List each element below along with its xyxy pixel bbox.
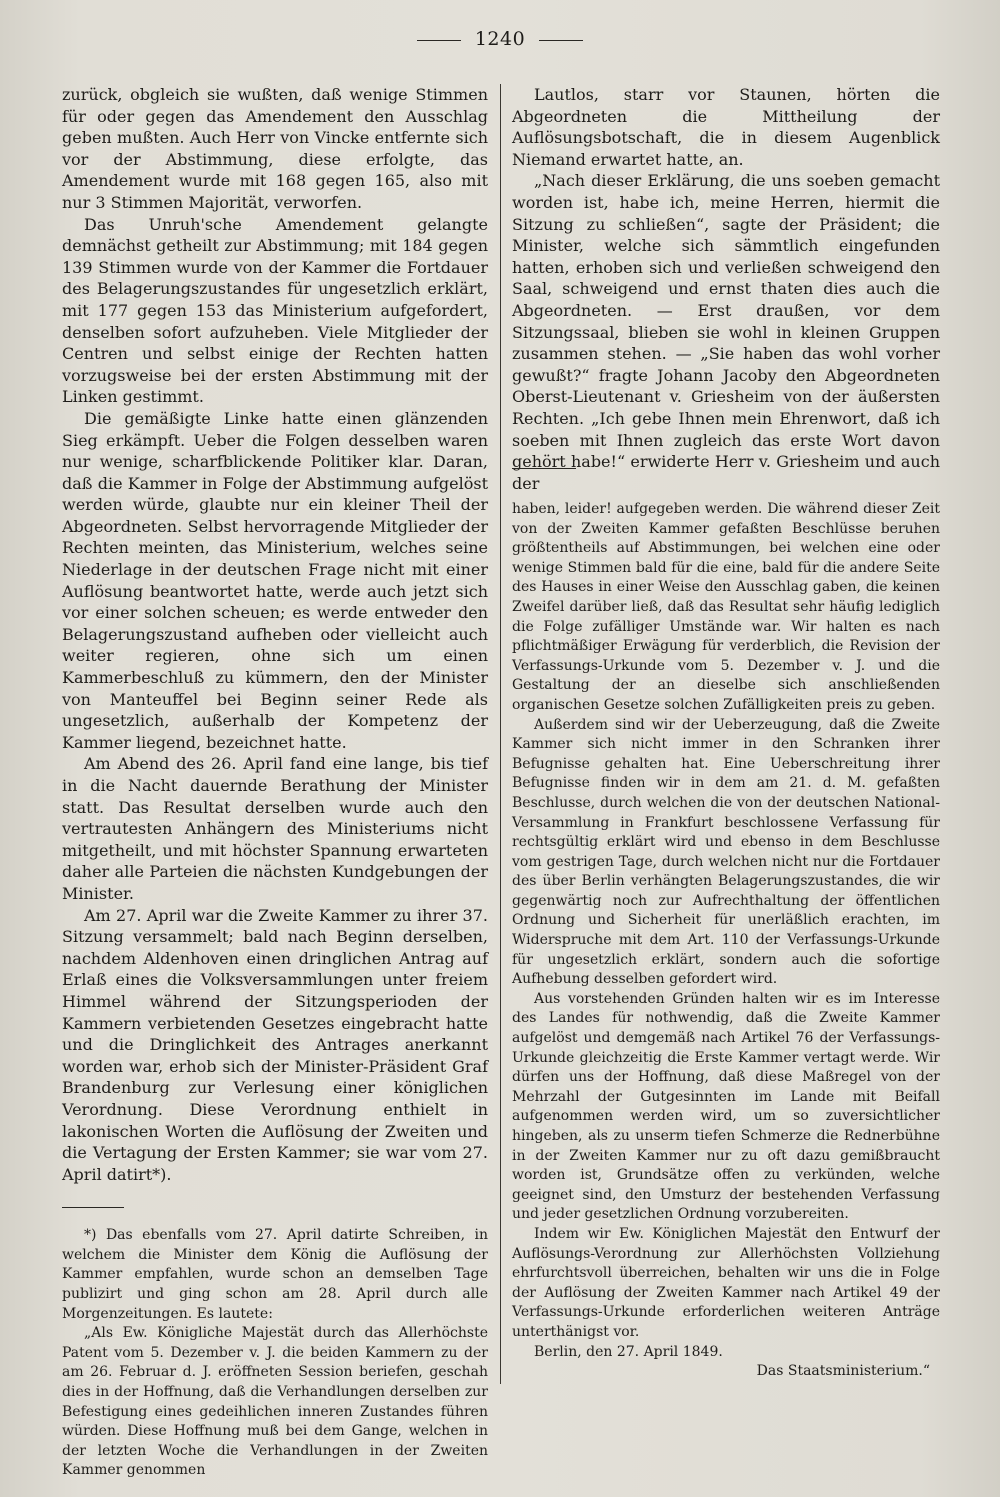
signature: Das Staatsministerium.“ [756,1363,930,1380]
footnote-paragraph: Außerdem sind wir der Ueberzeugung, daß die Zweite Kammer sich nicht immer in den Schranken ihrer Befugnisse gehalten hat. Eine Ueberschreitung ihrer Befugnisse finden wir in dem am 21. d. M. gefaßten Beschlusse, durch welchen die von der deutschen National-Versammlung in Frankfurt beschlossene Verfassung für rechtsgültig erklärt wird und ebenso in dem Beschlusse vom gestrigen Tage, durch welchen nicht nur die Fortdauer des über Berlin verhängten Belagerungszustandes, die wir gegenwärtig noch zur Aufrechthaltung der öffentlichen Ordnung und Sicherheit für unerläßlich erachten, im Widerspruche mit dem Art. 110 der Verfassungs-Urkunde für ungesetzlich erklärt, sondern auch die sofortige Aufhebung desselben gefordert wird. [512,716,940,988]
right-column [512,84,940,494]
footnote-rule [62,1207,124,1208]
footnote: *) Das ebenfalls vom 27. April datirte Schreiben, in welchem die Minister dem König die Auflösung der Kammer empfahlen, wurde schon an demselben Tage publizirt und ging schon am 28. April durch alle Morgenzeitungen. Es lautete: [62,1227,488,1322]
footnote-paragraph: haben, leider! aufgegeben werden. Die während dieser Zeit von der Zweiten Kammer gefaßten Beschlüsse beruhen größtentheils auf Abstimmungen, bei welchen eine oder wenige Stimmen bald für die eine, bald für die andere Seite des Hauses in einer Weise den Ausschlag gaben, die keinen Zweifel darüber ließ, daß das Resultat sehr häufig lediglich die Folge zufälliger Umstände war. Wir halten es nach pflichtmäßiger Erwägung für verderblich, die Revision der Verfassungs-Urkunde vom 5. Dezember v. J. und die Gestaltung der an dieselbe sich anschließenden organischen Gesetze solchen Zufälligkeiten preis zu geben. [512,501,940,713]
footnote-paragraph: Indem wir Ew. Königlichen Majestät den Entwurf der Auflösungs-Verordnung zur Allerhöchsten Vollziehung ehrfurchtsvoll überreichen, behalten wir uns die in Folge der Auflösung der Zweiten Kammer nach Artikel 49 der Verfassungs-Urkunde erforderlichen weiteren Anträge unterthänigst vor. [512,1225,940,1340]
footnote-paragraph: Aus vorstehenden Gründen halten wir es im Interesse des Landes für nothwendig, daß die Zweite Kammer aufgelöst und demgemäß nach Artikel 76 der Verfassungs-Urkunde gleichzeitig die Erste Kammer vertagt werde. Wir dürfen uns der Hoffnung, daß diese Maßregel von der Mehrzahl der Gutgesinnten im Lande mit Beifall aufgenommen werden wird, um so zuversichtlicher hingeben, als zu unserm tiefen Schmerze die Rednerbühne in der Zweiten Kammer nur zu oft dazu gemißbraucht worden ist, Grundsätze offen zu verkünden, welche geeignet sind, den Umsturz der bestehenden Verfassung und jeder gesetzlichen Ordnung vorzubereiten. [512,990,940,1223]
footnote-continuation [512,500,940,1382]
header-rule-left [417,40,461,41]
paragraph: Am 27. April war die Zweite Kammer zu ihrer 37. Sitzung versammelt; bald nach Beginn derselben, nachdem Aldenhoven einen dringlichen Antrag auf Erlaß eines die Volksversammlungen unter freiem Himmel während der Sitzungsperioden der Kammern verbietenden Gesetzes eingebracht hatte und die Dringlichkeit des Antrages anerkannt worden war, erhob sich der Minister-Präsident Graf Brandenburg zur Verlesung einer königlichen Verordnung. Diese Verordnung enthielt in lakonischen Worten die Auflösung der Zweiten und die Vertagung der Ersten Kammer; sie war vom 27. April datirt*). [62,905,488,1184]
page-header [0,28,1000,50]
paragraph: „Nach dieser Erklärung, die uns soeben gemacht worden ist, habe ich, meine Herren, hiermit die Sitzung zu schließen“, sagte der Präsident; die Minister, welche sich sämmtlich eingefunden hatten, erhoben sich und verließen schweigend den Saal, schweigend und ernst thaten dies auch die Abgeordneten. — Erst draußen, vor dem Sitzungssaal, blieben sie wohl in kleinen Gruppen zusammen stehen. — „Sie haben das wohl vorher gewußt?“ fragte Johann Jacoby den Abgeordneten Oberst-Lieutenant v. Griesheim von der äußersten Rechten. „Ich gebe Ihnen mein Ehrenwort, daß ich soeben mit Ihnen zugleich das erste Wort davon gehört habe!“ erwiderte Herr v. Griesheim und auch der [512,171,940,493]
header-rule-right [539,40,583,41]
paragraph: Am Abend des 26. April fand eine lange, bis tief in die Nacht dauernde Berathung der Minister statt. Das Resultat derselben wurde auch den vertrautesten Anhängern des Ministeriums nicht mitgetheilt, und mit höchster Spannung erwarteten daher alle Parteien die nächsten Kundgebungen der Minister. [62,754,488,903]
column-divider [500,84,501,1384]
footnote-quote: „Als Ew. Königliche Majestät durch das Allerhöchste Patent vom 5. Dezember v. J. die beiden Kammern zu der am 26. Februar d. J. eröffneten Session beriefen, geschah dies in der Hoffnung, daß die Verhandlungen derselben zur Befestigung eines gedeihlichen inneren Zustandes führen würden. Diese Hoffnung muß bei dem Gange, welchen in der letzten Woche die Verhandlungen in der Zweiten Kammer genommen [62,1325,488,1479]
page-number: 1240 [474,28,526,50]
paragraph: Lautlos, starr vor Staunen, hörten die Abgeordneten die Mittheilung der Auflösungsbotschaft, die in diesem Augenblick Niemand erwartet hatte, an. [512,85,940,169]
paragraph: Das Unruh'sche Amendement gelangte demnächst getheilt zur Abstimmung; mit 184 gegen 139 Stimmen wurde von der Kammer die Fortdauer des Belagerungszustandes für ungesetzlich erklärt, mit 177 gegen 153 das Ministerium aufgefordert, denselben sofort aufzuheben. Viele Mitglieder der Centren und selbst einige der Rechten hatten vorzugsweise bei der ersten Abstimmung mit der Linken gestimmt. [62,214,488,407]
left-column [62,84,488,1481]
paragraph: zurück, obgleich sie wußten, daß wenige Stimmen für oder gegen das Amendement den Ausschlag geben mußten. Auch Herr von Vincke entfernte sich vor der Abstimmung, diese erfolgte, das Amendement wurde mit 168 gegen 165, also mit nur 3 Stimmen Majorität, verworfen. [62,85,488,212]
paragraph: Die gemäßigte Linke hatte einen glänzenden Sieg erkämpft. Ueber die Folgen desselben waren nur wenige, scharfblickende Politiker klar. Daran, daß die Kammer in Folge der Abstimmung aufgelöst werden würde, glaubte nur ein kleiner Theil der Abgeordneten. Selbst hervorragende Mitglieder der Rechten meinten, das Ministerium, welches seine Niederlage in der deutschen Frage nicht mit einer Auflösung beantwortet hatte, werde auch jetzt sich vor einer solchen scheuen; es werde entweder den Belagerungszustand aufheben oder vielleicht auch weiter regieren, ohne sich um einen Kammerbeschluß zu kümmern, den der Minister von Manteuffel bei Beginn seiner Rede als ungesetzlich, außerhalb der Kompetenz der Kammer liegend, bezeichnet hatte. [62,408,488,752]
dateline: Berlin, den 27. April 1849. [534,1343,723,1360]
footnote-rule [512,468,576,469]
